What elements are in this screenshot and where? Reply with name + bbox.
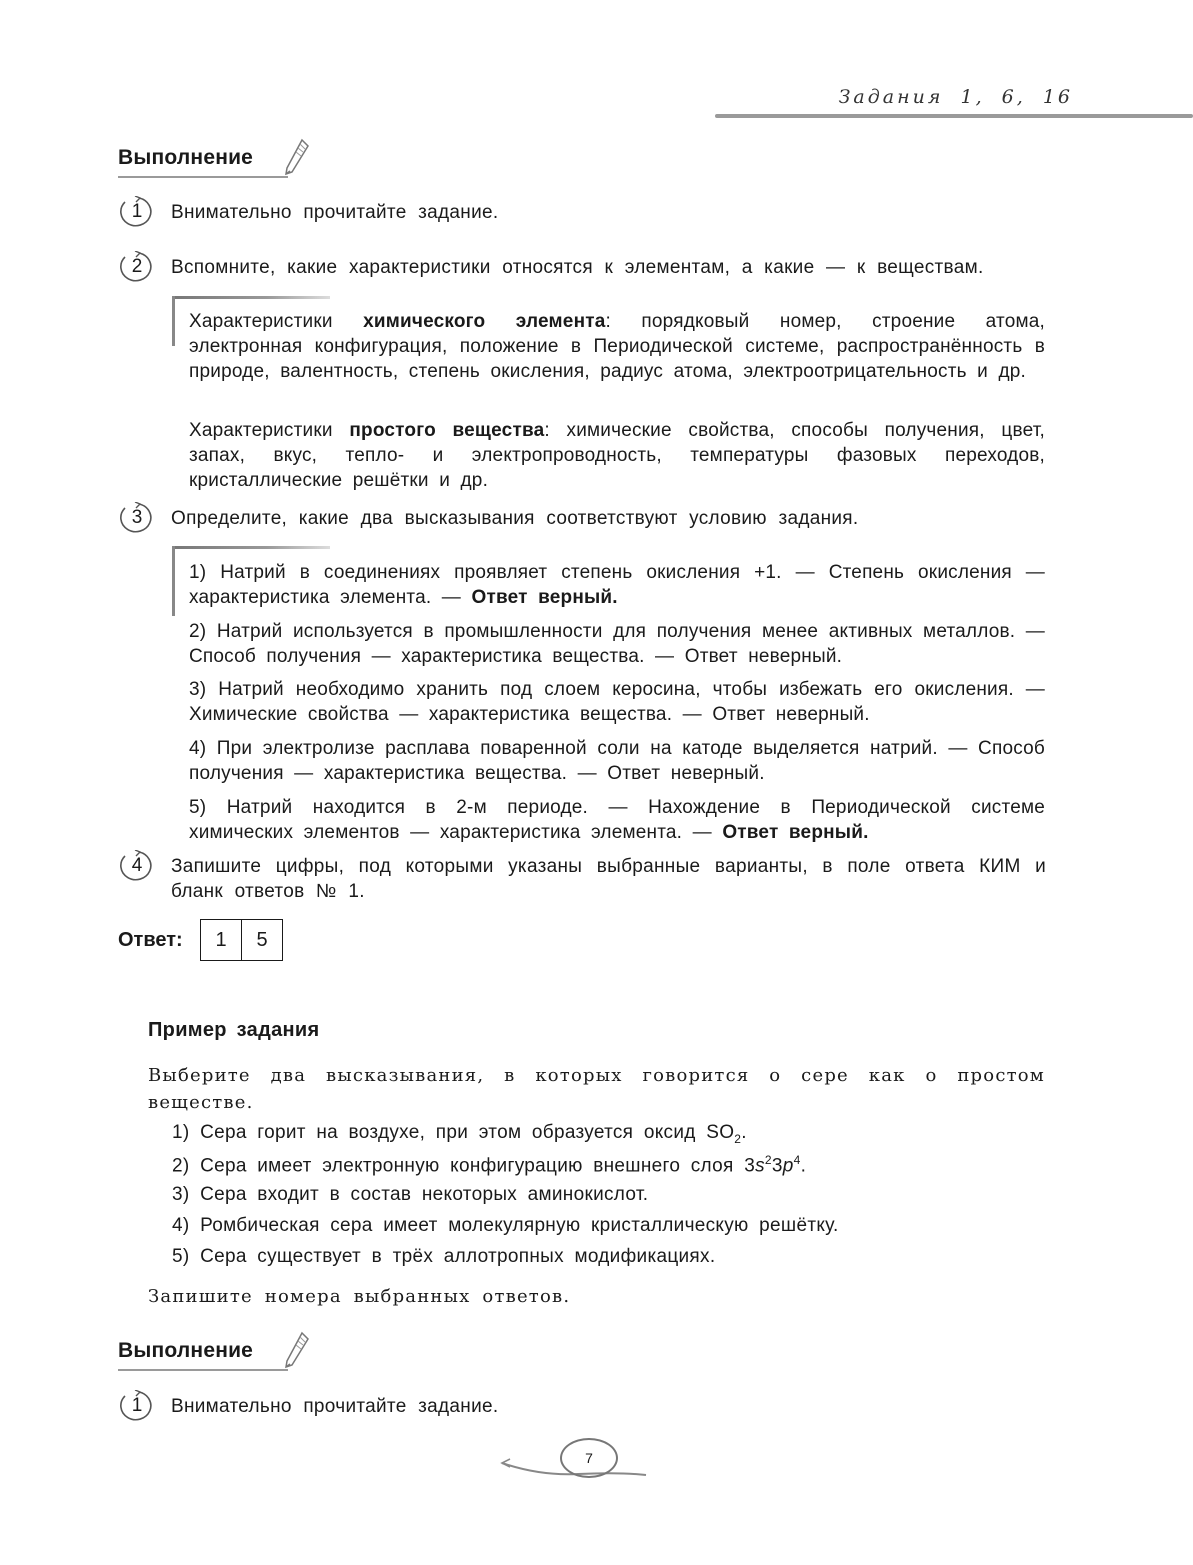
verdict-correct: Ответ верный. [722, 822, 869, 843]
example-option: 5) Сера существует в трёх аллотропных модификациях. [172, 1246, 716, 1267]
text-segment: . [800, 1155, 807, 1177]
bold-term: химического элемента [363, 311, 606, 332]
box-paragraph [189, 309, 1045, 384]
answer-label: Ответ: [118, 929, 183, 951]
box-bracket-side [172, 546, 175, 616]
orbital-letter: s [755, 1155, 765, 1177]
step-number: 1 [131, 1395, 143, 1416]
answer-cell: 5 [241, 920, 282, 960]
step-number: 2 [131, 256, 143, 277]
analysis-item [189, 560, 1045, 610]
orbital-letter: p [782, 1155, 794, 1177]
box-bracket-top [172, 296, 330, 299]
step-number-badge [119, 502, 155, 534]
superscript: 4 [793, 1153, 801, 1167]
pencil-icon [282, 138, 310, 178]
step-number-badge [119, 251, 155, 283]
subscript: 2 [734, 1131, 742, 1146]
step-number: 1 [131, 201, 143, 222]
step-text: Запишите цифры, под которыми указаны выбранные варианты, в поле ответа КИМ и бланк ответов № 1. [171, 856, 1046, 902]
analysis-item [189, 795, 1045, 845]
step-number: 3 [131, 507, 143, 528]
superscript: 2 [764, 1153, 772, 1167]
text-segment: : химические свойства, способы получения, цвет, запах, вкус, тепло- и электропроводность, температуры фазовых переходов, кристаллические решётки и др. [189, 420, 1045, 491]
step-number: 4 [131, 855, 143, 876]
answer-box [200, 919, 283, 961]
step-text: Внимательно прочитайте задание. [171, 202, 499, 223]
example-title: Пример задания [148, 1019, 320, 1041]
section-title: Выполнение [118, 1339, 254, 1362]
analysis-item: 3) Натрий необходимо хранить под слоем керосина, чтобы избежать его окисления. — Химические свойства — характеристика вещества. — Ответ неверный. [189, 679, 1045, 725]
running-header: Задания 1, 6, 16 [838, 86, 1073, 108]
analysis-item: 4) При электролизе расплава поваренной соли на катоде выделяется натрий. — Способ получения — характеристика вещества. — Ответ неверный. [189, 738, 1045, 784]
step-text: Вспомните, какие характеристики относятся к элементам, а какие — к веществам. [171, 257, 984, 278]
text-segment: 1) Сера горит на воздухе, при этом образуется оксид SO [172, 1122, 735, 1143]
step-text: Определите, какие два высказывания соответствуют условию задания. [171, 508, 859, 529]
box-bracket-side [172, 296, 175, 346]
example-prompt: Выберите два высказывания, в которых говорится о сере как о простом веществе. [148, 1065, 1045, 1113]
box-paragraph [189, 418, 1045, 493]
page-number: 7 [560, 1438, 618, 1478]
step-text: Внимательно прочитайте задание. [171, 1396, 499, 1417]
text-segment: 1) Натрий в соединениях проявляет степень окисления +1. — Степень окисления — характеристика элемента. — [189, 562, 1045, 608]
box-bracket-top [172, 546, 330, 549]
text-segment: Характеристики [189, 420, 350, 441]
text-segment: Характеристики [189, 311, 364, 332]
text-segment: 3 [771, 1155, 783, 1177]
step-number-badge [119, 1390, 155, 1422]
text-segment: : порядковый номер, строение атома, электронная конфигурация, положение в Периодической системе, распространённость в природе, валентность, степень окисления, радиус атома, электроотрицательность и др. [189, 311, 1045, 382]
step-number-badge [119, 850, 155, 882]
header-rule [715, 114, 1193, 118]
answer-cell: 1 [215, 928, 227, 951]
section-title-underline [118, 176, 288, 178]
bold-term: простого вещества [349, 420, 545, 441]
analysis-item: 2) Натрий используется в промышленности для получения менее активных металлов. — Способ получения — характеристика вещества. — Ответ неверный. [189, 621, 1045, 667]
example-instruction: Запишите номера выбранных ответов. [148, 1286, 571, 1307]
example-option: 4) Ромбическая сера имеет молекулярную кристаллическую решётку. [172, 1215, 839, 1236]
verdict-correct: Ответ верный. [471, 587, 618, 608]
pencil-icon [282, 1331, 310, 1371]
text-segment: . [741, 1122, 747, 1143]
text-segment: 5) Натрий находится в 2-м периоде. — Нахождение в Периодической системе химических элементов — характеристика элемента. — [189, 797, 1045, 843]
section-title: Выполнение [118, 146, 254, 169]
example-option [172, 1153, 806, 1177]
section-title-underline [118, 1369, 288, 1371]
example-option: 3) Сера входит в состав некоторых аминокислот. [172, 1184, 649, 1205]
example-option [172, 1122, 747, 1146]
text-segment: 2) Сера имеет электронную конфигурацию внешнего слоя 3 [172, 1155, 756, 1177]
step-number-badge [119, 196, 155, 228]
